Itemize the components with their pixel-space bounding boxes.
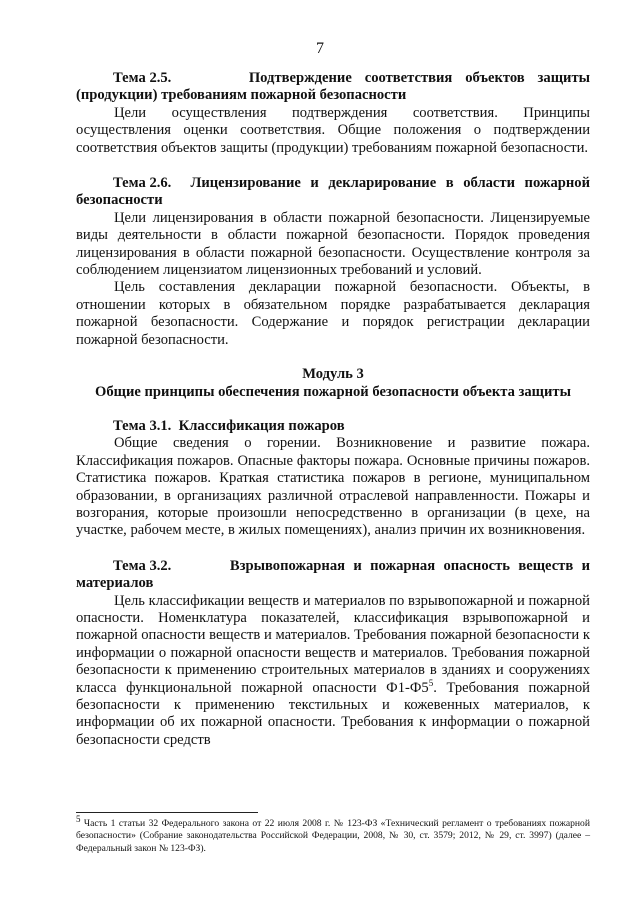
topic-heading (76, 558, 590, 593)
topic-title: Лицензирование и декларирование в области пожарной безопасности (76, 175, 590, 209)
topic-number: Тема 2.6. (113, 175, 172, 192)
paragraph: Общие сведения о горении. Возникновение и развитие пожара. Классификация пожаров. Опасные факторы пожара. Основные причины пожаров. Статистика пожаров. Краткая статистика пожаров в регионе, муниципальном образовании, в организациях различной отраслевой направленности. Пожары и возгорания, которые произошли непосредственно в организации (в цехе, на участке, рабочем месте, в жилых помещениях), анализ причин их возникновения. (76, 435, 590, 539)
topic-heading (76, 175, 590, 210)
paragraph: Цели лицензирования в области пожарной безопасности. Лицензируемые виды деятельности в области пожарной безопасности. Порядок проведения лицензирования в области пожарной безопасности. Осуществление контроля за соблюдением лицензиатом лицензионных требований и условий. (76, 209, 590, 279)
topic-2-6 (76, 175, 590, 349)
paragraph: Цель составления декларации пожарной безопасности. Объекты, в отношении которых в обязательном порядке разрабатывается декларация пожарной безопасности. Содержание и порядок регистрации декларации пожарной безопасности. (76, 279, 590, 348)
topic-2-5 (76, 70, 590, 157)
footnote-text: Часть 1 статьи 32 Федерального закона от 22 июля 2008 г. № 123-ФЗ «Технический регламент о требованиях пожарной безопасности» (Собрание законодательства Российской Федерации, 2008, № 30, ст. 3579; 2012, № 29, ст. 3997) (далее – Федеральный закон № 123-ФЗ). (76, 818, 590, 854)
topic-number: Тема 3.1. (113, 417, 172, 434)
footnote (76, 813, 590, 855)
topic-heading (76, 418, 590, 435)
topic-number: Тема 3.2. (113, 557, 172, 574)
topic-title: Классификация пожаров (178, 417, 345, 434)
paragraph: Цели осуществления подтверждения соответствия. Принципы осуществления оценки соответствия. Общие положения о подтверждении соответствия объектов защиты (продукции) требованиям пожарной безопасности. (76, 104, 590, 156)
topic-3-1 (76, 418, 590, 540)
module-label: Модуль 3 (302, 366, 364, 383)
paragraph (76, 593, 590, 750)
topic-heading (76, 70, 590, 105)
topic-3-2 (76, 558, 590, 749)
module-title: Общие принципы обеспечения пожарной безопасности объекта защиты (95, 383, 571, 400)
topic-title: Взрывопожарная и пожарная опасность веществ и материалов (76, 557, 590, 592)
topic-title: Подтверждение соответствия объектов защиты (продукции) требованиям пожарной безопасности (76, 70, 591, 104)
topic-number: Тема 2.5. (113, 70, 172, 86)
footnote-mark: 5 (76, 813, 81, 824)
paragraph-text: Цель классификации веществ и материалов по взрывопожарной и пожарной опасности. Номенклатура показателей, классификация взрывопожарной и пожарной опасности веществ и материалов. Требования пожарной безопасности к информации о пожарной опасности веществ и материалов. Требования пожарной безопасности к применению строительных материалов в зданиях и сооружениях класса функциональной пожарной опасности Ф1-Ф5 (76, 592, 590, 696)
footnote-reference[interactable]: 5 (428, 677, 434, 688)
paragraph-text-continued: . Требования пожарной безопасности к применению текстильных и кожевенных материалов, к информации об их пожарной опасности. Требования к информации о пожарной безопасности средств (76, 679, 590, 748)
page-body (76, 70, 590, 749)
page-number: 7 (316, 40, 324, 57)
footnote-separator (76, 812, 258, 813)
